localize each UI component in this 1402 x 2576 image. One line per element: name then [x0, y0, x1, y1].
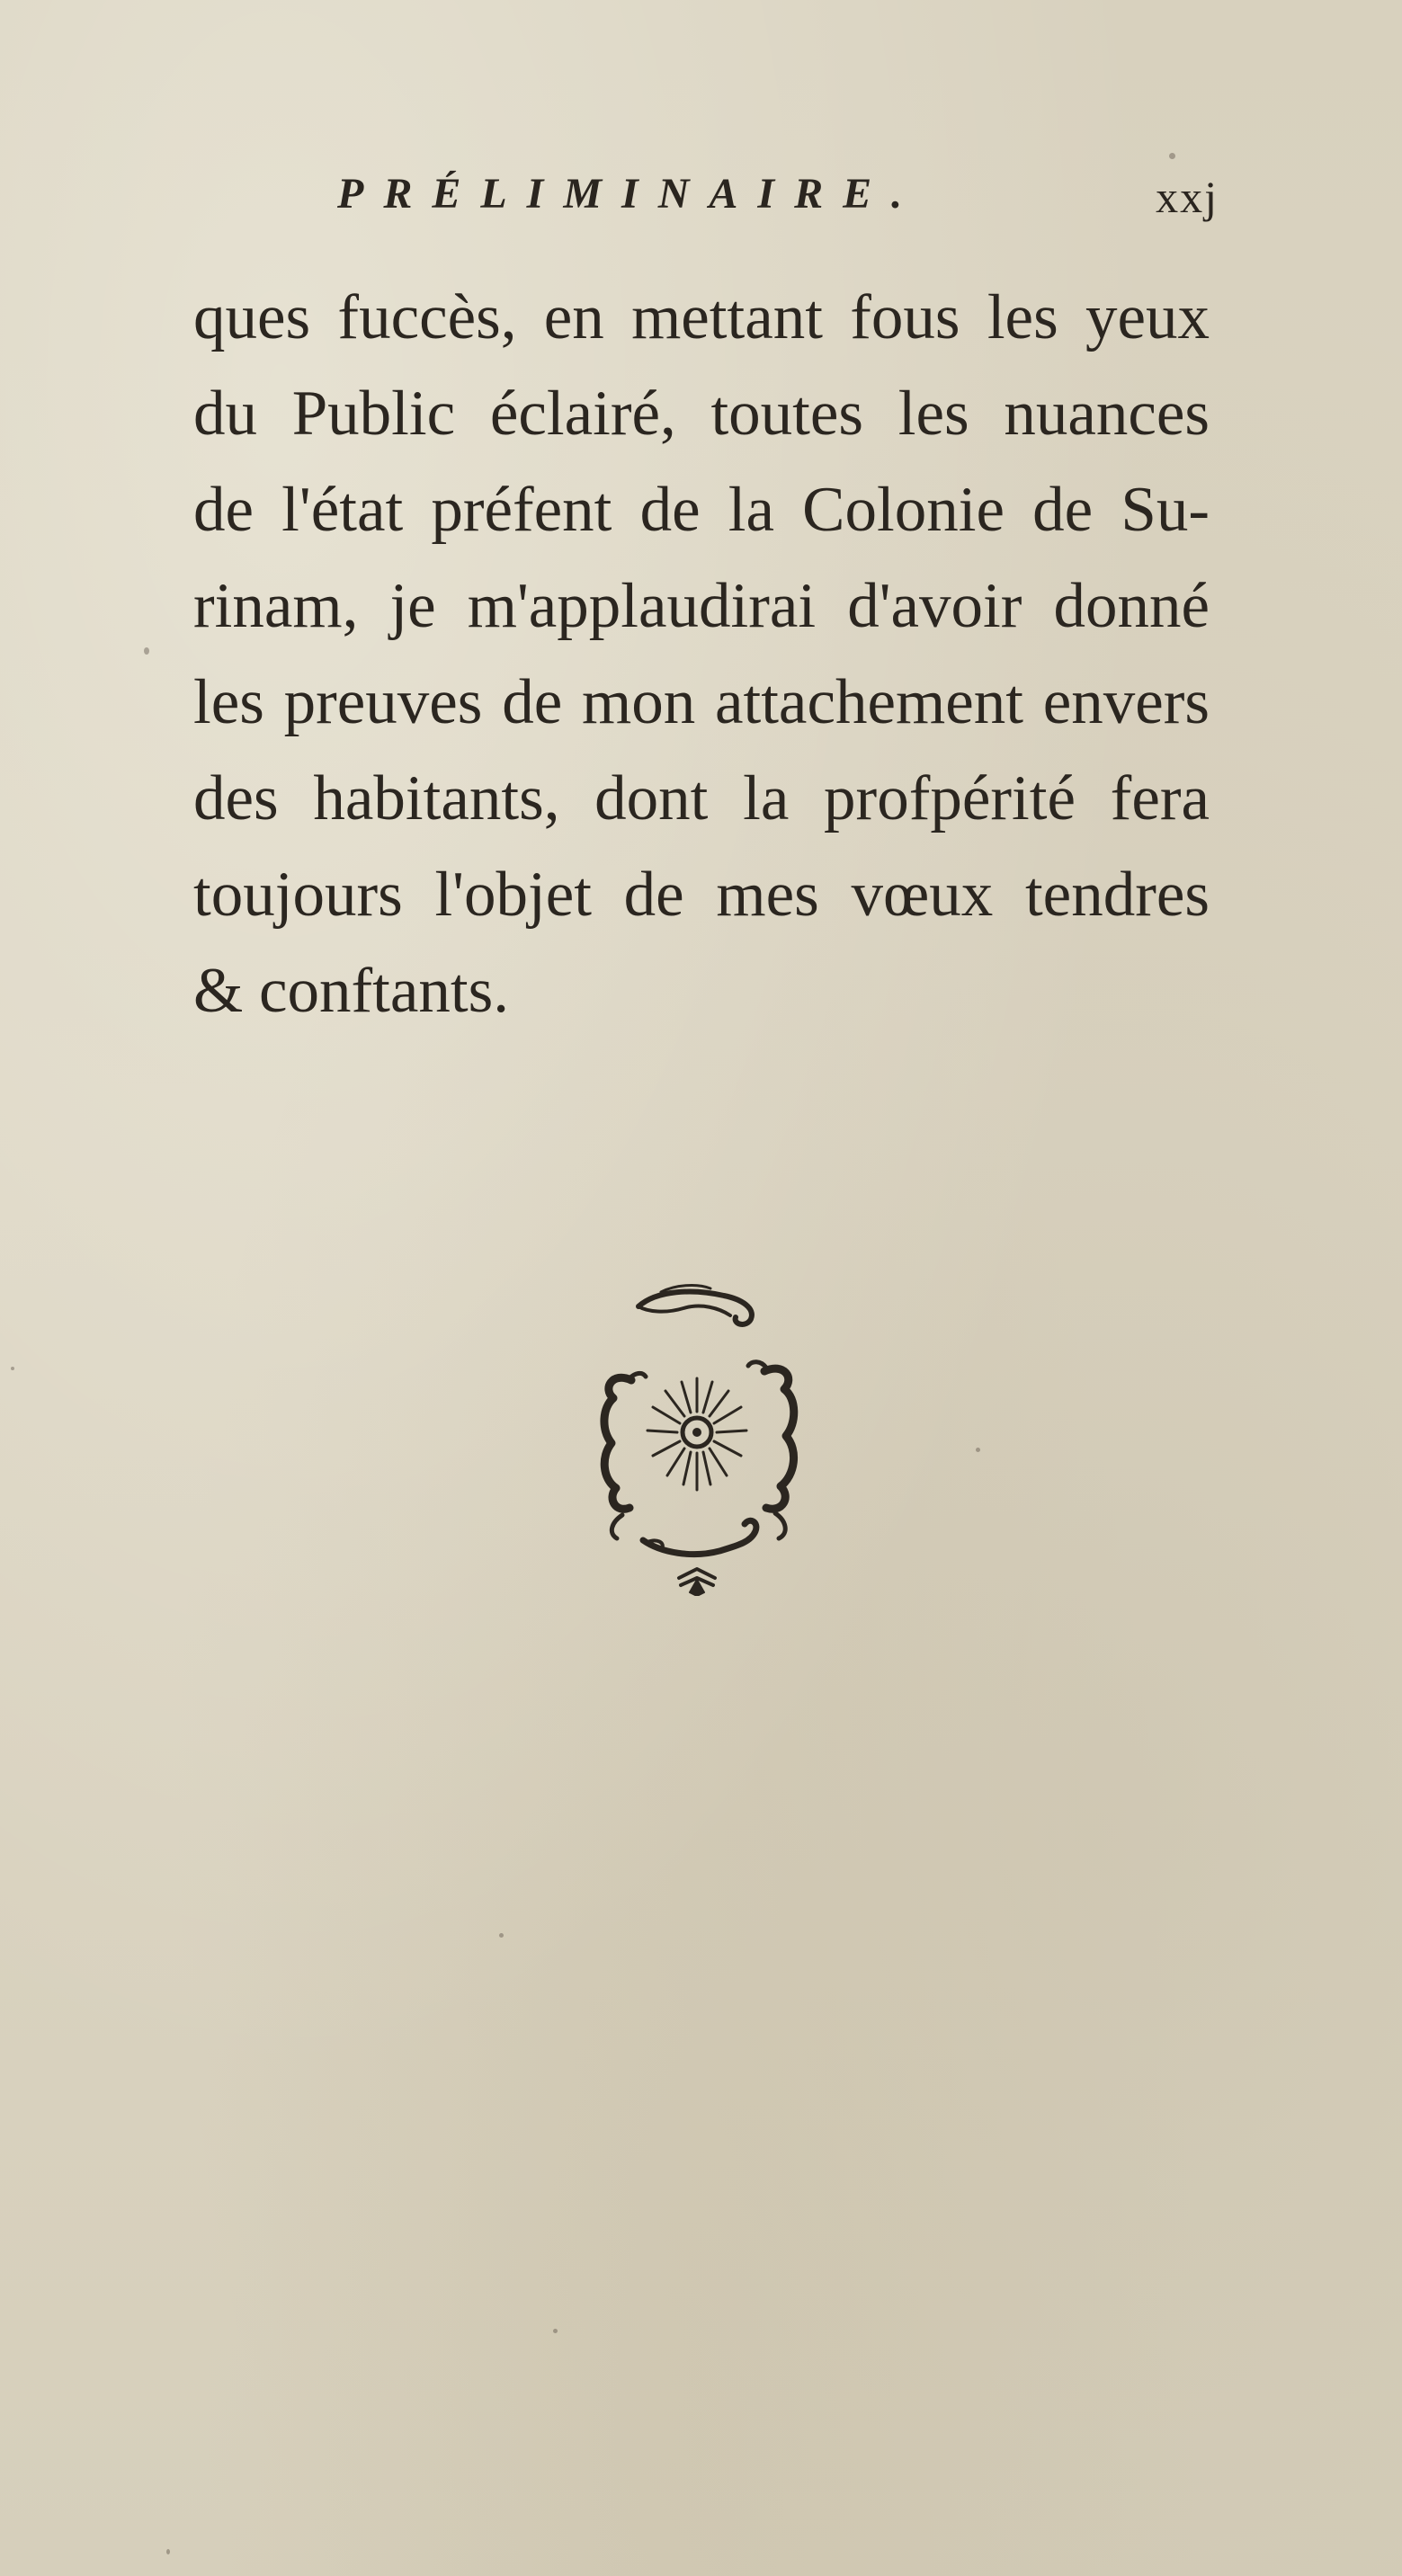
sunburst-cartouche-ornament-icon	[576, 1272, 818, 1596]
paper-speck	[553, 2329, 558, 2333]
running-head	[337, 169, 1219, 241]
text-line: de l'état préfent de la Colonie de Su-	[193, 475, 1210, 545]
text-line: rinam, je m'applaudirai d'avoir donné	[193, 571, 1210, 641]
text-line: des habitants, dont la profpérité fera	[193, 763, 1210, 833]
text-line: les preuves de mon attachement envers	[193, 667, 1210, 737]
text-line: du Public éclairé, toutes les nuances	[193, 379, 1210, 449]
paper-speck	[1169, 153, 1175, 159]
text-line: toujours l'objet de mes vœux tendres	[193, 860, 1210, 930]
paper-speck	[166, 2549, 170, 2554]
paper-speck	[976, 1448, 980, 1452]
paper-speck	[11, 1367, 14, 1370]
body-text	[193, 270, 1210, 1039]
running-title: PRÉLIMINAIRE.	[337, 170, 923, 218]
text-line: & conftants.	[193, 956, 509, 1026]
paper-speck	[499, 1933, 504, 1938]
paper-speck	[144, 647, 149, 655]
page-number: xxj	[1156, 172, 1219, 222]
text-line: ques fuccès, en mettant fous les yeux	[193, 282, 1210, 352]
